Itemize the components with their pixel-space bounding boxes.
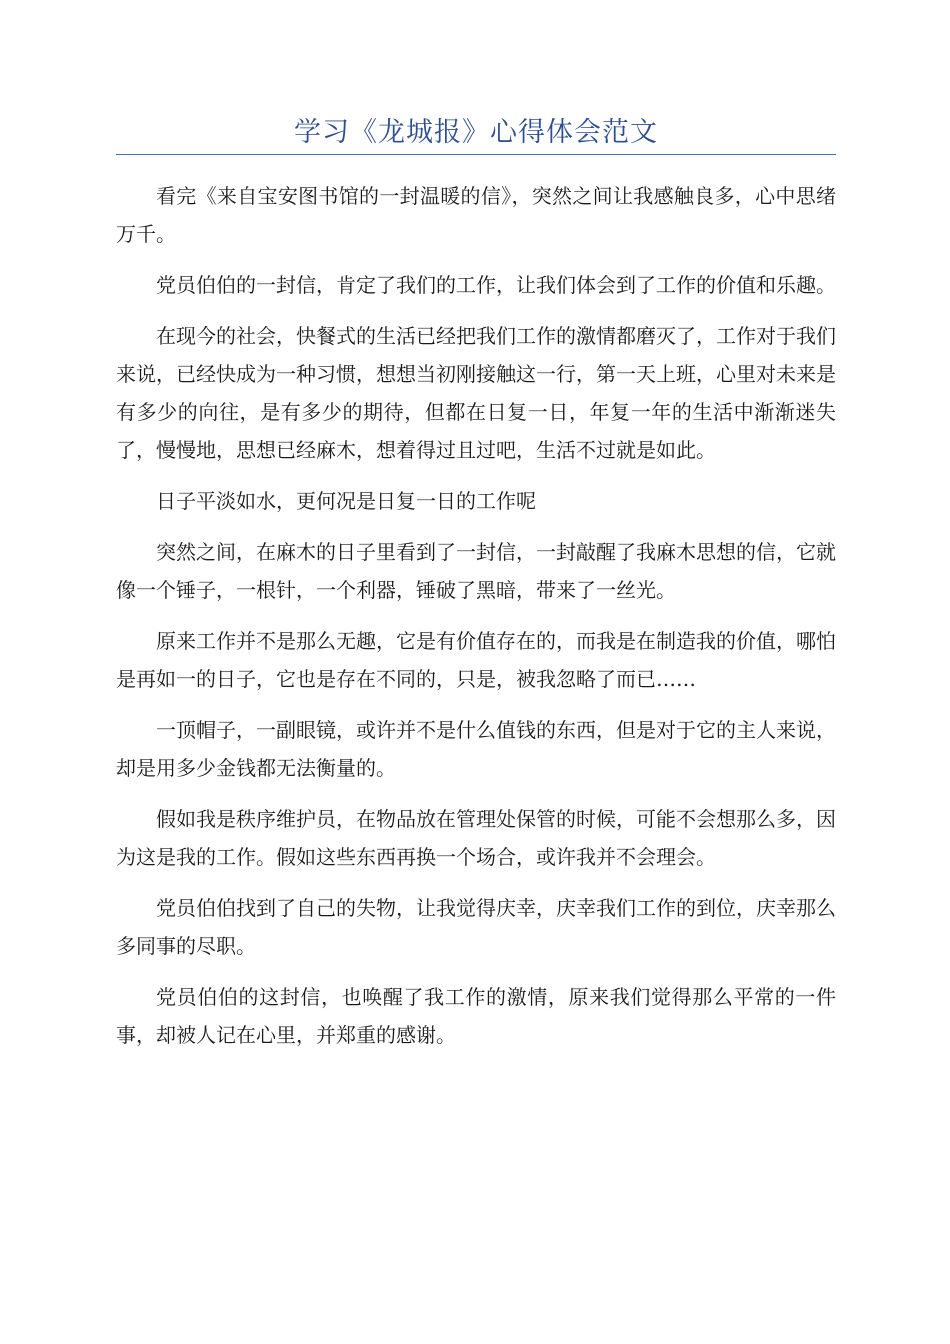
paragraph: 原来工作并不是那么无趣，它是有价值存在的，而我是在制造我的价值，哪怕是再如一的日子，它也是存在不同的，只是，被我忽略了而已…… [116, 629, 836, 691]
paragraph: 党员伯伯的一封信，肯定了我们的工作，让我们体会到了工作的价值和乐趣。 [156, 273, 836, 297]
paragraph: 日子平淡如水，更何况是日复一日的工作呢 [156, 489, 536, 513]
title-underline [116, 154, 836, 155]
document-page [116, 0, 836, 1067]
paragraph: 在现今的社会，快餐式的生活已经把我们工作的激情都磨灭了，工作对于我们来说，已经快成为一种习惯，想想当初刚接触这一行，第一天上班，心里对未来是有多少的向往，是有多少的期待，但都在日复一日，年复一年的生活中渐渐迷失了，慢慢地，思想已经麻木，想着得过且过吧，生活不过就是如此。 [116, 324, 836, 462]
document-title: 学习《龙城报》心得体会范文 [294, 117, 658, 148]
paragraph: 看完《来自宝安图书馆的一封温暖的信》，突然之间让我感触良多，心中思绪万千。 [116, 184, 836, 246]
paragraph: 党员伯伯找到了自己的失物，让我觉得庆幸，庆幸我们工作的到位，庆幸那么多同事的尽职。 [116, 896, 836, 958]
paragraph: 突然之间，在麻木的日子里看到了一封信，一封敲醒了我麻木思想的信，它就像一个锤子，一根针，一个利器，锤破了黑暗，带来了一丝光。 [116, 540, 836, 602]
paragraph: 党员伯伯的这封信，也唤醒了我工作的激情，原来我们觉得那么平常的一件事，却被人记在心里，并郑重的感谢。 [116, 985, 836, 1047]
paragraph: 假如我是秩序维护员，在物品放在管理处保管的时候，可能不会想那么多，因为这是我的工作。假如这些东西再换一个场合，或许我并不会理会。 [116, 807, 836, 869]
paragraph: 一顶帽子，一副眼镜，或许并不是什么值钱的东西，但是对于它的主人来说，却是用多少金钱都无法衡量的。 [116, 718, 836, 780]
